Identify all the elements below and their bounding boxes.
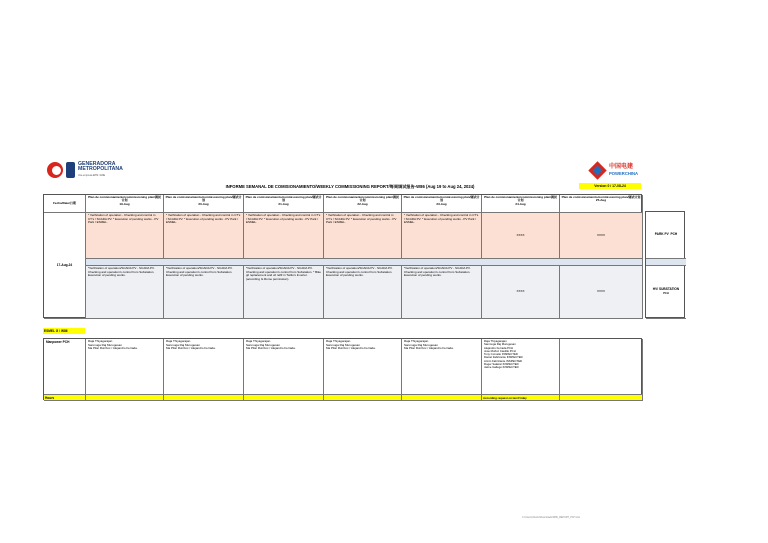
hours-day5: [402, 395, 482, 401]
row1-task-day4: * Verification of operation - Checking and control in CT's / SCADA PV. * Execution of pending works - PV Park / ESMEL.: [324, 213, 402, 259]
hours-day2: [164, 395, 244, 401]
row2-task-day1: *Verification of operation/SCADA PV - SCADA PV. Checking and operation's control from Substation. Execution of pending works.: [86, 266, 164, 319]
file-path-stamp: C:\Users\Ubuntu\Downloads\W86_REPORT_PCH.xlsx: [522, 516, 581, 519]
row1-task-day2: * Verification of operation - Checking and control in CT's / SCADA PV. * Execution of pending works - PV Park / ESMEL.: [164, 213, 244, 259]
row2-task-day5: *Verification of operation/SCADA PV - SCADA PV. Checking and operation's control from Substation. Execution of pending works.: [402, 266, 482, 319]
row2-task-day3: *Verification of operation/SCADA PV - SCADA PV. Checking and operation's control from Substation. * Bike gil replacement and oil refill in Twilio's Inverter. (according G.Rome permission).: [244, 266, 324, 319]
gm-circle-icon: [47, 162, 63, 178]
plan-header-3: Plan de comisionamiento/commissioning plan/调试计划 21-Aug: [244, 195, 324, 213]
plan-header-2: Plan de comisionamiento/commissioning plan/调试计划 20-Aug: [164, 195, 244, 213]
gm-bar-icon: [66, 162, 75, 178]
row1-task-day5: * Verification of operation - Checking and control in CT's / SCADA PV. * Execution of pending works - PV Park / ESMEL.: [402, 213, 482, 259]
plan-header-7: Plan de comisionamiento/commissioning plan/调试计划 25-Aug: [560, 195, 643, 213]
powerchina-logo: [591, 161, 651, 179]
esmel-section-label: ESMEL G / W86: [43, 328, 85, 334]
powerchina-cn: 中国电建: [609, 164, 634, 171]
logo-line1: GENERADORA: [78, 160, 116, 167]
park-pv-label: PARK PV PCH: [646, 212, 686, 259]
powerchina-en: POWERCHINA: [609, 170, 639, 176]
version-badge: Version 0 / 17-08-24: [579, 183, 641, 189]
manpower-day4: Raja Thiyagarajan Sanmuga Raj Murugesan Ma Pilar Ruiz/Lic / Alejandro Ferrada.: [324, 339, 402, 395]
manpower-day3: Raja Thiyagarajan Sanmuga Raj Murugesan Ma Pilar Ruiz/Lic / Alejandro Ferrada.: [244, 339, 324, 395]
row2-task-day4: *Verification of operation/SCADA PV - SCADA PV. Checking and operation's control from Substation. Execution of pending works.: [324, 266, 402, 319]
row2-day6: XXXX: [482, 266, 560, 319]
manpower-row-label: Manpower PCH: [44, 339, 86, 395]
manpower-table: [43, 338, 642, 400]
manpower-day5: Raja Thiyagarajan Sanmuga Raj Murugesan Ma Pilar Ruiz/Lic / Alejandro Ferrada.: [402, 339, 482, 395]
manpower-day7: [560, 339, 643, 395]
row1-day6: XXXX: [482, 213, 560, 259]
row1-task-day3: * Verification of operation - Checking and control in CT's / SCADA PV. * Execution of pending works - PV Park / ESMEL.: [244, 213, 324, 259]
hours-label: Hours: [44, 395, 86, 401]
hours-day3: [244, 395, 324, 401]
date-value: 17-Aug-24: [44, 213, 86, 319]
manpower-day2: Raja Thiyagarajan Sanmuga Raj Murugesan Ma Pilar Ruiz/Lic / Alejandro Ferrada.: [164, 339, 244, 395]
logo-line2: METROPOLITANA: [78, 166, 123, 173]
manpower-day1: Raja Thiyagarajan Sanmuga Raj Murugesan Ma Pilar Ruiz/Lic / Alejandro Ferrada.: [86, 339, 164, 395]
hours-day7: [560, 395, 643, 401]
row2-day7: XXXX: [560, 266, 643, 319]
powerchina-diamond-icon: [588, 161, 606, 179]
row1-day7: XXXX: [560, 213, 643, 259]
row1-task-day1: * Verification of operation - Checking and control in CT's / SCADA PV. * Execution of pending works - PV Park / ESMEL.: [86, 213, 164, 259]
hours-day1: [86, 395, 164, 401]
hours-day4: [324, 395, 402, 401]
side-separator: [646, 259, 686, 266]
row-separator: [86, 259, 643, 266]
report-title: INFORME SEMANAL DE COMISIONAMIENTO/WEEKLY COMMISSIONING REPORT/每周调试报告-W86 (Aug 19 to Aug 24, 2024): [225, 184, 475, 189]
date-header: Fecha/Date/日期: [44, 195, 86, 213]
row2-task-day2: *Verification of operation/SCADA PV - SCADA PV. Checking and operation's control from Substation. Execution of pending works.: [164, 266, 244, 319]
plan-header-6: Plan de comisionamiento/commissioning plan/调试计划 24-Aug: [482, 195, 560, 213]
hv-substation-label: HV/ SUBSTATION PCH: [646, 266, 686, 319]
logo-sub: Una empresa EPM / ENE: [78, 173, 106, 177]
hours-note: According request on last Friday: [482, 395, 560, 401]
manpower-day6: Raja Thiyagarajan Sanmuga Raj Murugesan Alejandro Ferrada PCH Jose Muñoz Castillo PCH Tony Cornelio INSPECTED Daniel Fabrizante INSPECTED Armin Fabrizante INSPECTED Roger Salazar INSPECTED Jaime Gallego INSPECTED: [482, 339, 560, 395]
plan-header-5: Plan de comisionamiento/commissioning plan/调试计划 23-Aug: [402, 195, 482, 213]
generadora-metropolitana-logo: [47, 161, 137, 179]
plan-header-1: Plan de comisionamiento/commissioning plan/调试计划 19-Aug: [86, 195, 164, 213]
commissioning-table: [43, 194, 642, 318]
plan-header-4: Plan de comisionamiento/commissioning plan/调试计划 22-Aug: [324, 195, 402, 213]
side-panel: [645, 211, 685, 318]
